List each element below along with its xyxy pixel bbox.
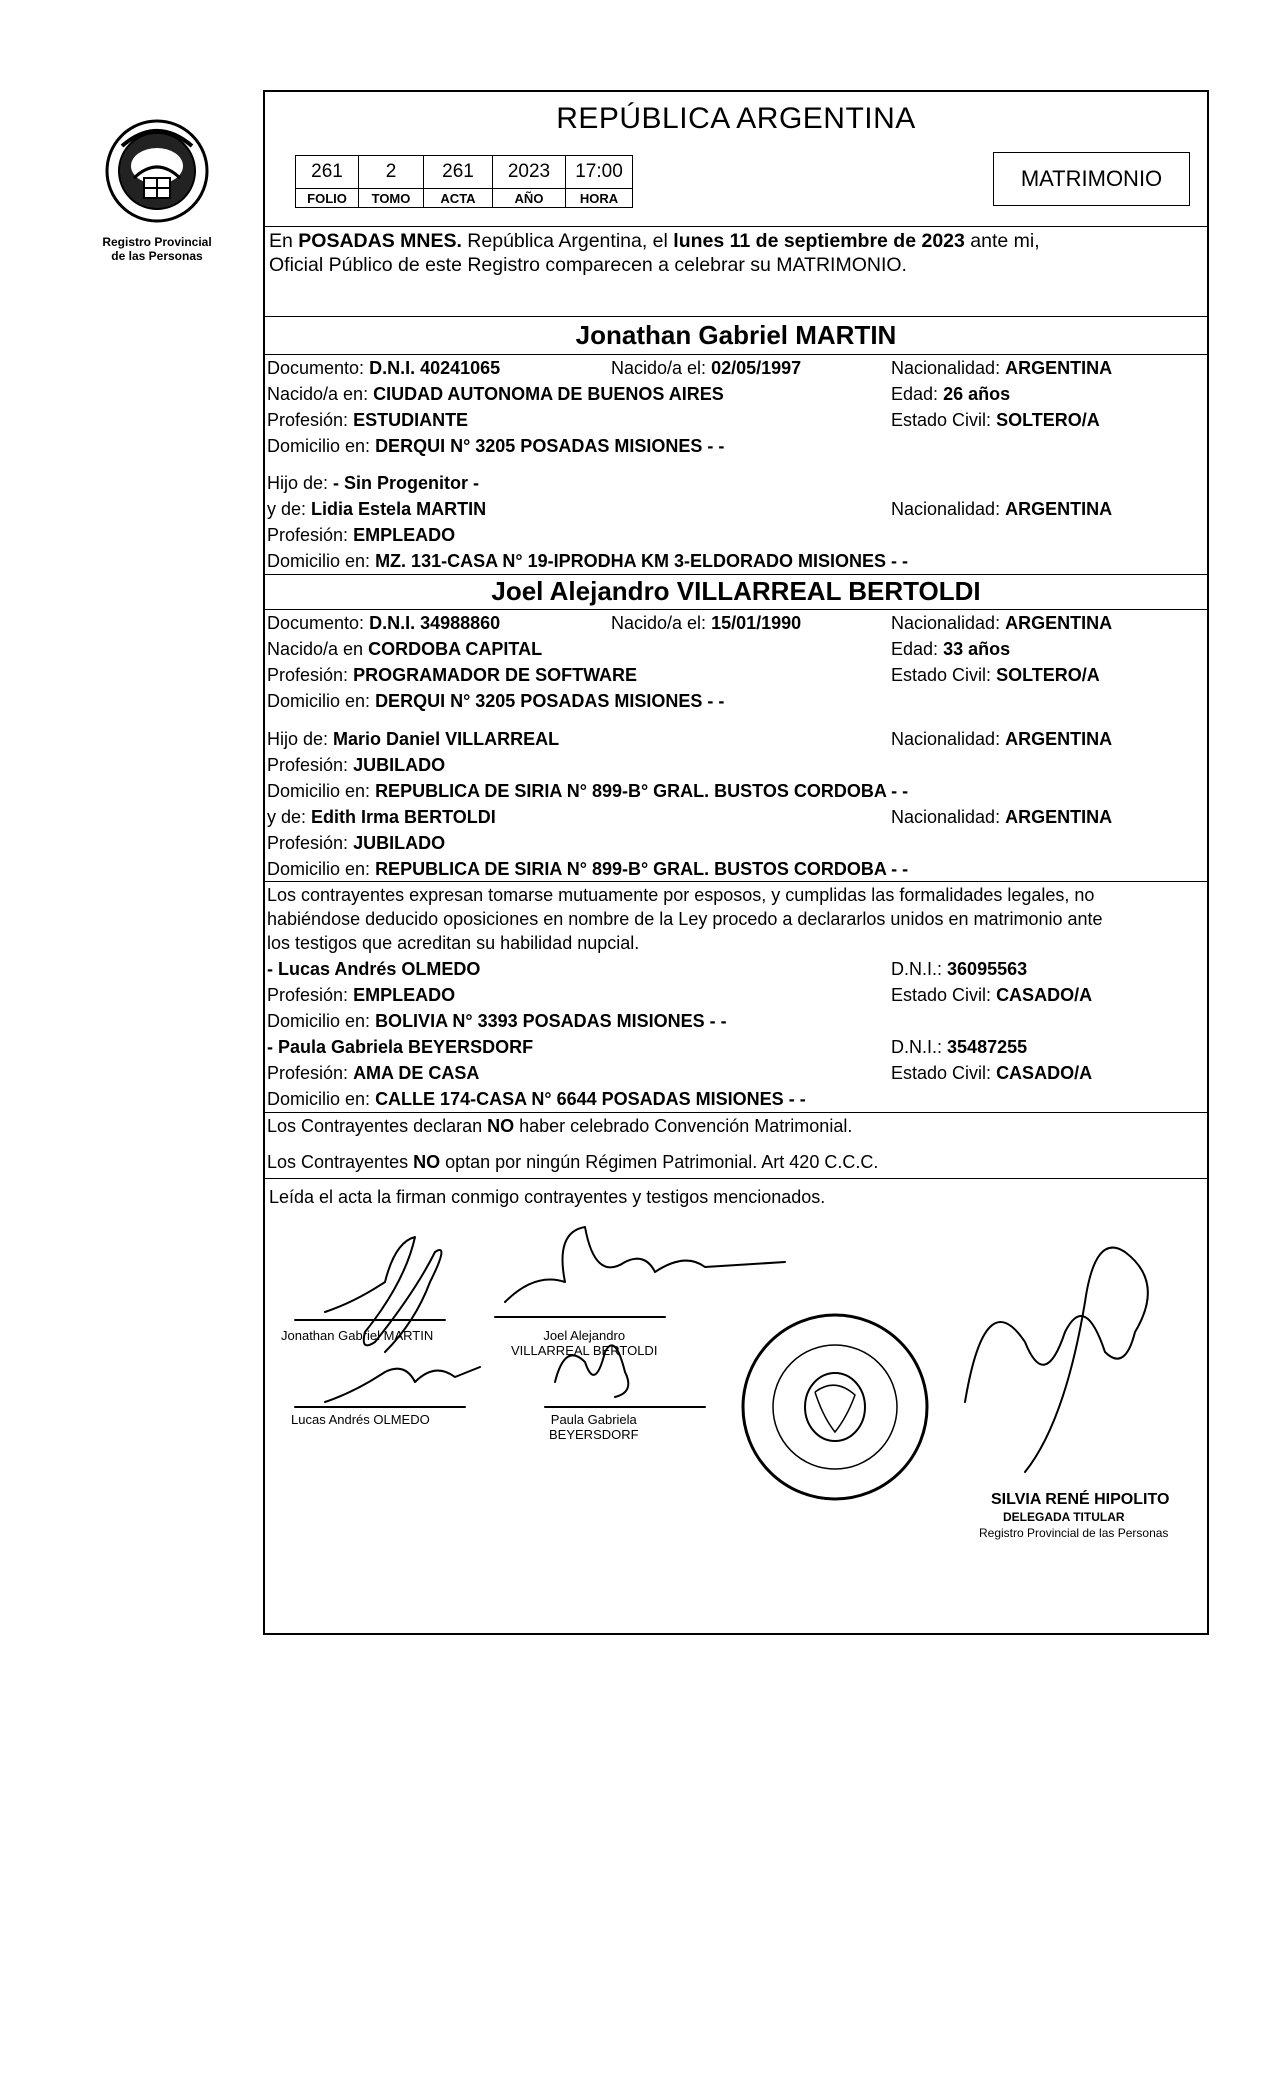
- intro-line-1: En POSADAS MNES. República Argentina, el lunes 11 de septiembre de 2023 ante mi,: [269, 230, 1040, 252]
- act-type-box: MATRIMONIO: [993, 152, 1190, 206]
- province-seal-emblem: [102, 116, 212, 226]
- witness2-profession: Profesión: AMA DE CASA: [267, 1063, 480, 1083]
- regime-line-2: Los Contrayentes NO optan por ningún Régimen Patrimonial. Art 420 C.C.C.: [267, 1152, 879, 1172]
- spouse1-civil-status: Estado Civil: SOLTERO/A: [891, 410, 1100, 430]
- divider: [265, 1112, 1207, 1113]
- regime-line-1: Los Contrayentes declaran NO haber celebrado Convención Matrimonial.: [267, 1116, 853, 1136]
- spouse2-birth-date: Nacido/a el: 15/01/1990: [611, 613, 802, 633]
- divider: [265, 881, 1207, 882]
- ano-value: 2023: [493, 156, 566, 189]
- signature-witness1-label: Lucas Andrés OLMEDO: [291, 1412, 430, 1427]
- officer-role: DELEGADA TITULAR: [1003, 1510, 1125, 1524]
- divider: [265, 574, 1207, 575]
- officer-name: SILVIA RENÉ HIPOLITO: [991, 1491, 1170, 1508]
- spouse1-address: Domicilio en: DERQUI N° 3205 POSADAS MISIONES - -: [267, 436, 725, 456]
- signature-spouse2-label: Joel Alejandro VILLARREAL BERTOLDI: [511, 1328, 658, 1358]
- spouse1-name: Jonathan Gabriel MARTIN: [575, 320, 897, 350]
- spouse1-mother: y de: Lidia Estela MARTIN: [267, 499, 487, 519]
- witness1-dni: D.N.I.: 36095563: [891, 959, 1028, 979]
- spouse2-nationality: Nacionalidad: ARGENTINA: [891, 613, 1113, 633]
- spouse2-document: Documento: D.N.I. 34988860: [267, 613, 501, 633]
- hora-value: 17:00: [566, 156, 633, 189]
- witness1-name: - Lucas Andrés OLMEDO: [267, 959, 481, 979]
- spouse2-age: Edad: 33 años: [891, 639, 1011, 659]
- spouse1-nationality: Nacionalidad: ARGENTINA: [891, 358, 1113, 378]
- spouse2-profession: Profesión: PROGRAMADOR DE SOFTWARE: [267, 665, 638, 685]
- witness1-address: Domicilio en: BOLIVIA N° 3393 POSADAS MISIONES - -: [267, 1011, 727, 1031]
- folio-value: 261: [296, 156, 359, 189]
- witness2-name: - Paula Gabriela BEYERSDORF: [267, 1037, 534, 1057]
- officer-organization: Registro Provincial de las Personas: [979, 1526, 1169, 1540]
- spouse2-father: Hijo de: Mario Daniel VILLARREAL: [267, 729, 560, 749]
- acta-value: 261: [424, 156, 493, 189]
- hora-label: HORA: [566, 189, 633, 208]
- closing-statement: Leída el acta la firman conmigo contrayentes y testigos mencionados.: [269, 1187, 826, 1207]
- ano-label: AÑO: [493, 189, 566, 208]
- witness2-address: Domicilio en: CALLE 174-CASA N° 6644 POSADAS MISIONES - -: [267, 1089, 806, 1109]
- logo-caption: Registro Provincial de las Personas: [102, 235, 212, 263]
- witness1-profession: Profesión: EMPLEADO: [267, 985, 456, 1005]
- divider: [265, 354, 1207, 355]
- declaration-line-3: los testigos que acreditan su habilidad nupcial.: [267, 933, 640, 953]
- signature-spouse1-label: Jonathan Gabriel MARTIN: [281, 1328, 434, 1343]
- folio-label: FOLIO: [296, 189, 359, 208]
- declaration-line-1: Los contrayentes expresan tomarse mutuamente por esposos, y cumplidas las formalidades legales, no: [267, 885, 1095, 905]
- spouse1-birth-date: Nacido/a el: 02/05/1997: [611, 358, 802, 378]
- witness2-civil-status: Estado Civil: CASADO/A: [891, 1063, 1093, 1083]
- document-title: REPÚBLICA ARGENTINA: [556, 102, 916, 135]
- spouse1-mother-profession: Profesión: EMPLEADO: [267, 525, 456, 545]
- spouse1-document: Documento: D.N.I. 40241065: [267, 358, 501, 378]
- tomo-label: TOMO: [359, 189, 424, 208]
- spouse1-mother-address: Domicilio en: MZ. 131-CASA N° 19-IPRODHA KM 3-ELDORADO MISIONES - -: [267, 551, 908, 571]
- spouse2-name: Joel Alejandro VILLARREAL BERTOLDI: [491, 576, 981, 606]
- divider: [265, 316, 1207, 317]
- registry-reference-table: [295, 155, 633, 208]
- declaration-line-2: habiéndose deducido oposiciones en nombre de la Ley procedo a declararlos unidos en matrimonio ante: [267, 909, 1103, 929]
- spouse2-mother: y de: Edith Irma BERTOLDI: [267, 807, 496, 827]
- registry-logo: [92, 116, 232, 263]
- acta-label: ACTA: [424, 189, 493, 208]
- spouse2-address: Domicilio en: DERQUI N° 3205 POSADAS MISIONES - -: [267, 691, 725, 711]
- intro-line-2: Oficial Público de este Registro comparecen a celebrar su MATRIMONIO.: [269, 254, 907, 276]
- marriage-record: [263, 90, 1209, 1635]
- divider: [265, 609, 1207, 610]
- spouse2-mother-nationality: Nacionalidad: ARGENTINA: [891, 807, 1113, 827]
- spouse2-mother-profession: Profesión: JUBILADO: [267, 833, 446, 853]
- official-stamp: [735, 1307, 935, 1507]
- witness1-civil-status: Estado Civil: CASADO/A: [891, 985, 1093, 1005]
- spouse1-profession: Profesión: ESTUDIANTE: [267, 410, 469, 430]
- spouse2-birthplace: Nacido/a en CORDOBA CAPITAL: [267, 639, 543, 659]
- spouse2-father-nationality: Nacionalidad: ARGENTINA: [891, 729, 1113, 749]
- signature-witness2-label: Paula Gabriela BEYERSDORF: [549, 1412, 639, 1442]
- spouse1-age: Edad: 26 años: [891, 384, 1011, 404]
- divider: [265, 1178, 1207, 1179]
- spouse1-mother-nationality: Nacionalidad: ARGENTINA: [891, 499, 1113, 519]
- tomo-value: 2: [359, 156, 424, 189]
- divider: [265, 226, 1207, 227]
- spouse1-father: Hijo de: - Sin Progenitor -: [267, 473, 480, 493]
- spouse2-father-address: Domicilio en: REPUBLICA DE SIRIA N° 899-B° GRAL. BUSTOS CORDOBA - -: [267, 781, 909, 801]
- witness2-dni: D.N.I.: 35487255: [891, 1037, 1028, 1057]
- spouse2-civil-status: Estado Civil: SOLTERO/A: [891, 665, 1100, 685]
- spouse1-birthplace: Nacido/a en: CIUDAD AUTONOMA DE BUENOS AIRES: [267, 384, 724, 404]
- spouse2-mother-address: Domicilio en: REPUBLICA DE SIRIA N° 899-B° GRAL. BUSTOS CORDOBA - -: [267, 859, 909, 879]
- spouse2-father-profession: Profesión: JUBILADO: [267, 755, 446, 775]
